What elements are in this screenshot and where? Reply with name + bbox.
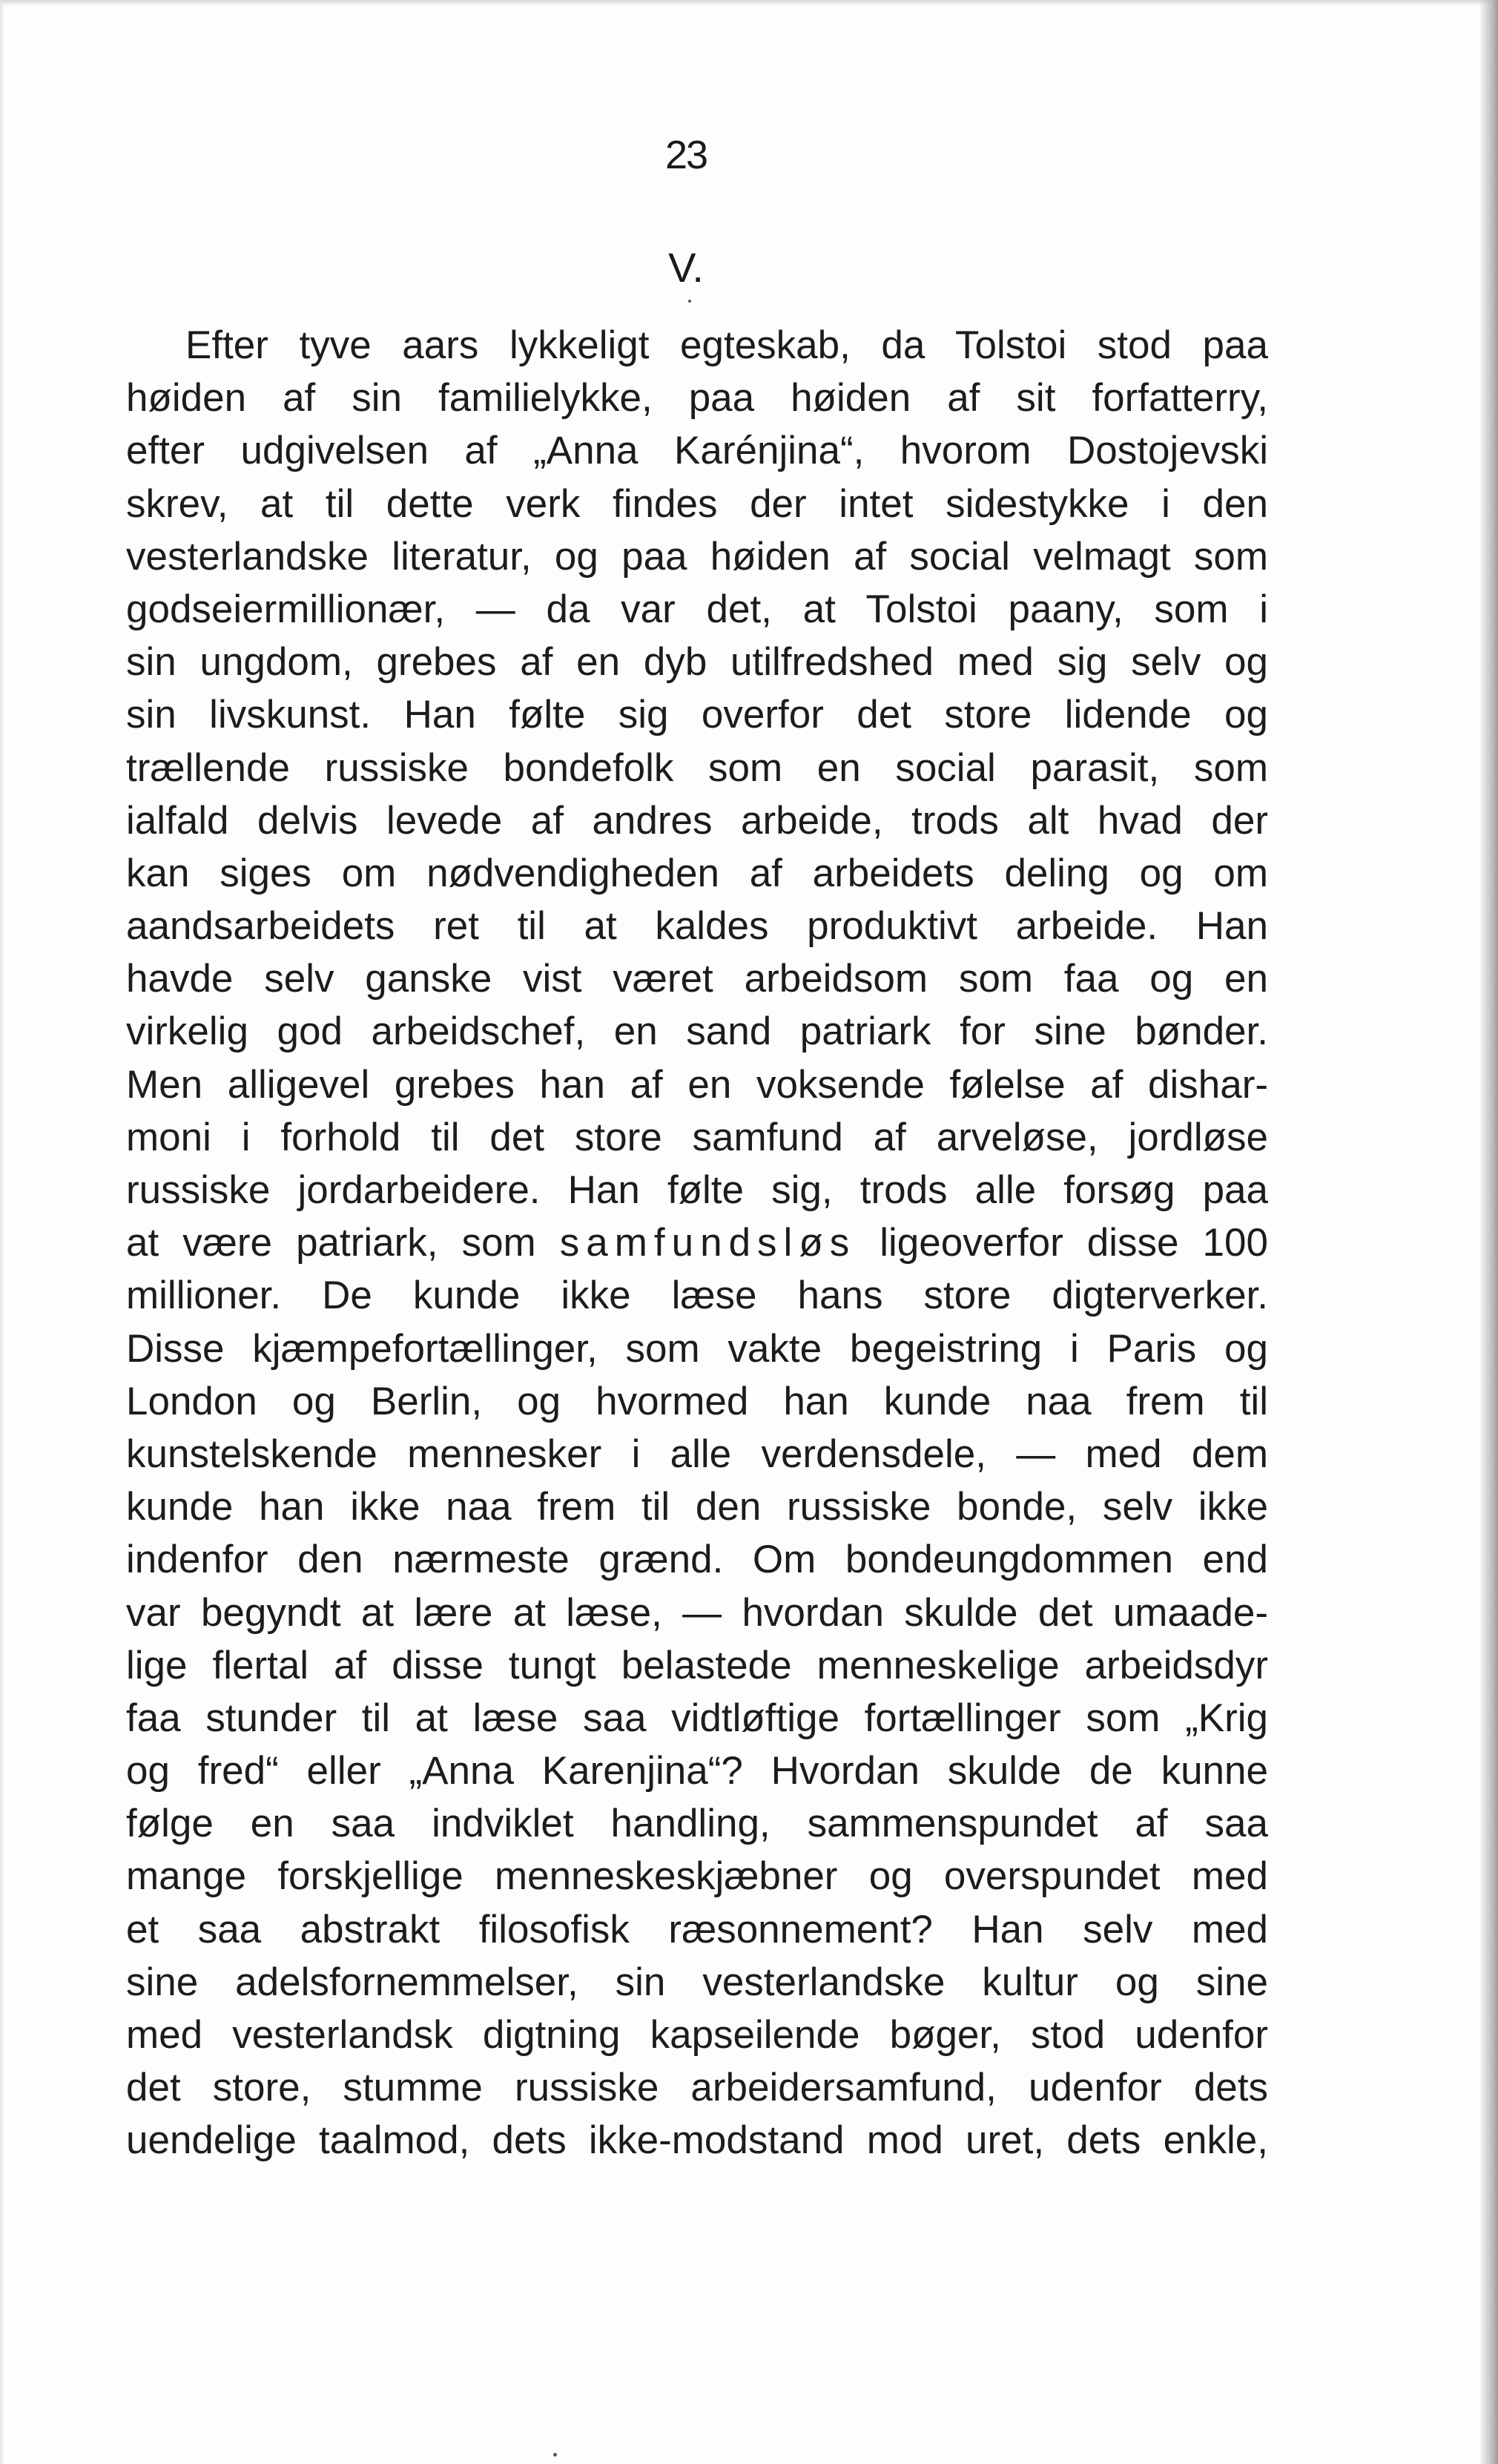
text-line: det store, stumme russiske arbeidersamfund, udenfor dets <box>126 2066 1268 2110</box>
body-text <box>126 319 1268 2167</box>
text-line: millioner. De kunde ikke læse hans store digterverker. <box>126 1274 1268 1318</box>
scan-speck <box>553 2453 557 2457</box>
chapter-heading: V. <box>668 244 704 291</box>
text-line: trællende russiske bondefolk som en social parasit, som <box>126 745 1268 790</box>
text-line: med vesterlandsk digtning kapseilende bøger, stod udenfor <box>126 2013 1268 2057</box>
text-line: ialfald delvis levede af andres arbeide, trods alt hvad der <box>126 798 1268 843</box>
text-line: kunstelskende mennesker i alle verdensdele, — med dem <box>126 1432 1268 1476</box>
text-segment: ligeoverfor disse 100 <box>856 1221 1268 1265</box>
text-line: uendelige taalmod, dets ikke-modstand mod uret, dets enkle, <box>126 2118 1268 2163</box>
text-line: og fred“ eller „Anna Karenjina“? Hvordan skulde de kunne <box>126 1749 1268 1793</box>
text-line: aandsarbeidets ret til at kaldes produktivt arbeide. Han <box>126 904 1268 949</box>
text-segment: at være patriark, som <box>126 1221 560 1265</box>
text-line: kan siges om nødvendigheden af arbeidets deling og om <box>126 851 1268 895</box>
text-line: vesterlandske literatur, og paa høiden af social velmagt som <box>126 534 1268 579</box>
scan-speck <box>688 300 691 303</box>
text-line: havde selv ganske vist været arbeidsom som faa og en <box>126 957 1268 1001</box>
text-line: høiden af sin familielykke, paa høiden af sit forfatterry, <box>126 376 1268 421</box>
text-line: sine adelsfornemmelser, sin vesterlandske kultur og sine <box>126 1960 1268 2004</box>
emphasized-word: samfundsløs <box>559 1221 857 1265</box>
text-line: virkelig god arbeidschef, en sand patriark for sine bønder. <box>126 1009 1268 1054</box>
text-line: godseiermillionær, — da var det, at Tolstoi paany, som i <box>126 587 1268 631</box>
text-line <box>126 1216 1268 1269</box>
text-line: faa stunder til at læse saa vidtløftige fortællinger som „Krig <box>126 1696 1268 1740</box>
text-line: Disse kjæmpefortællinger, som vakte begeistring i Paris og <box>126 1326 1268 1371</box>
scan-edge-left <box>0 0 4 2464</box>
text-line: lige flertal af disse tungt belastede menneskelige arbeidsdyr <box>126 1643 1268 1687</box>
scan-edge-top <box>0 0 1498 6</box>
text-line: indenfor den nærmeste grænd. Om bondeungdommen end <box>126 1538 1268 1582</box>
text-line: kunde han ikke naa frem til den russiske bonde, selv ikke <box>126 1485 1268 1529</box>
scan-edge-right <box>1479 0 1498 2464</box>
text-line: var begyndt at lære at læse, — hvordan skulde det umaade- <box>126 1590 1268 1635</box>
page-number: 23 <box>664 133 707 177</box>
text-line: et saa abstrakt filosofisk ræsonnement? Han selv med <box>126 1907 1268 1951</box>
text-line: skrev, at til dette verk findes der intet sidestykke i den <box>126 481 1268 526</box>
text-line: Efter tyve aars lykkeligt egteskab, da Tolstoi stod paa <box>185 323 1268 367</box>
text-line: russiske jordarbeidere. Han følte sig, trods alle forsøg paa <box>126 1168 1268 1212</box>
text-line: moni i forhold til det store samfund af arveløse, jordløse <box>126 1115 1268 1159</box>
text-line: London og Berlin, og hvormed han kunde naa frem til <box>126 1379 1268 1423</box>
text-line: Men alligevel grebes han af en voksende følelse af dishar- <box>126 1062 1268 1107</box>
text-line: følge en saa indviklet handling, sammenspundet af saa <box>126 1802 1268 1846</box>
text-line: efter udgivelsen af „Anna Karénjina“, hvorom Dostojevski <box>126 429 1268 473</box>
text-line: sin ungdom, grebes af en dyb utilfredshed med sig selv og <box>126 640 1268 685</box>
text-line: sin livskunst. Han følte sig overfor det store lidende og <box>126 693 1268 737</box>
text-line: mange forskjellige menneskeskjæbner og overspundet med <box>126 1854 1268 1899</box>
